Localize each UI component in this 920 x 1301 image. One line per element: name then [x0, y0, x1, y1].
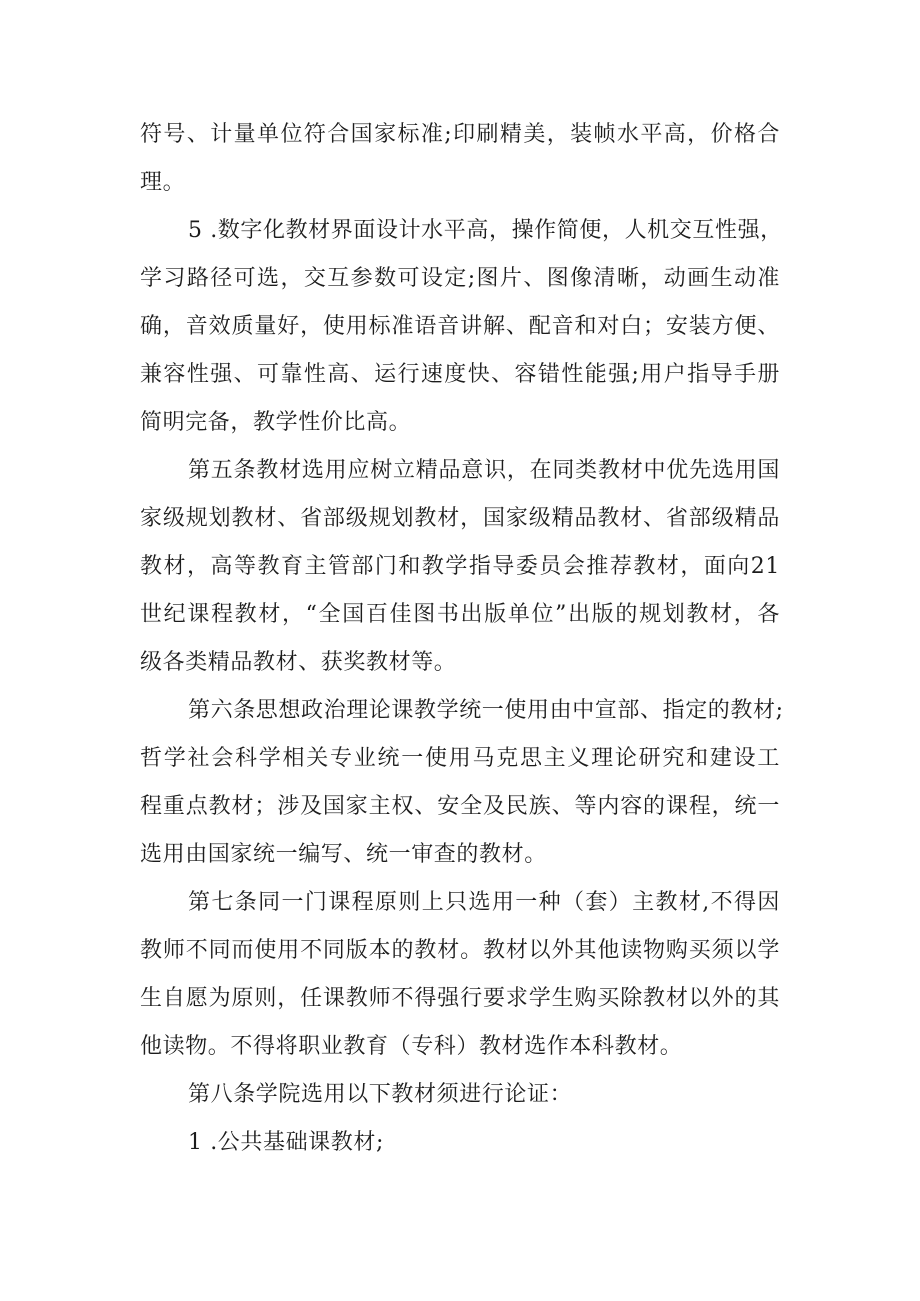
- text-line: 家级规划教材、省部级规划教材，国家级精品教材、省部级精品: [140, 506, 780, 531]
- text-line: 级各类精品教材、获奖教材等。: [140, 650, 457, 675]
- text-line: 确，音效质量好，使用标准语音讲解、配音和对白；安装方便、: [140, 314, 780, 339]
- text-line: 第六条思想政治理论课教学统一使用由中宣部、指定的教材;: [188, 698, 784, 723]
- text-line: 5 .数字化教材界面设计水平高，操作简便，人机交互性强，: [188, 218, 783, 243]
- text-line: 哲学社会科学相关专业统一使用马克思主义理论研究和建设工: [140, 746, 780, 771]
- text-line: 简明完备，教学性价比高。: [140, 410, 412, 435]
- text-line: 他读物。不得将职业教育（专科）教材选作本科教材。: [140, 1034, 683, 1059]
- text-line: 理。: [140, 170, 186, 195]
- text-line: 世纪课程教材，“全国百佳图书出版单位”出版的规划教材，各: [140, 602, 780, 627]
- text-line: 选用由国家统一编写、统一审查的教材。: [140, 842, 547, 867]
- text-line: 第五条教材选用应树立精品意识，在同类教材中优先选用国: [188, 458, 780, 483]
- text-line: 符号、计量单位符合国家标准;印刷精美，装帧水平高，价格合: [140, 122, 780, 147]
- text-line: 1 .公共基础课教材;: [188, 1130, 384, 1155]
- text-line: 第七条同一门课程原则上只选用一种（套）主教材,不得因: [188, 890, 780, 915]
- text-line: 第八条学院选用以下教材须进行论证：: [188, 1082, 573, 1107]
- text-line: 教师不同而使用不同版本的教材。教材以外其他读物购买须以学: [140, 938, 780, 963]
- text-line: 教材，高等教育主管部门和教学指导委员会推荐教材，面向21: [140, 554, 780, 579]
- text-line: 学习路径可选，交互参数可设定;图片、图像清晰，动画生动准: [140, 266, 780, 291]
- text-line: 生自愿为原则，任课教师不得强行要求学生购买除教材以外的其: [140, 986, 780, 1011]
- text-line: 程重点教材；涉及国家主权、安全及民族、等内容的课程，统一: [140, 794, 780, 819]
- text-line: 兼容性强、可靠性高、运行速度快、容错性能强;用户指导手册: [140, 362, 780, 387]
